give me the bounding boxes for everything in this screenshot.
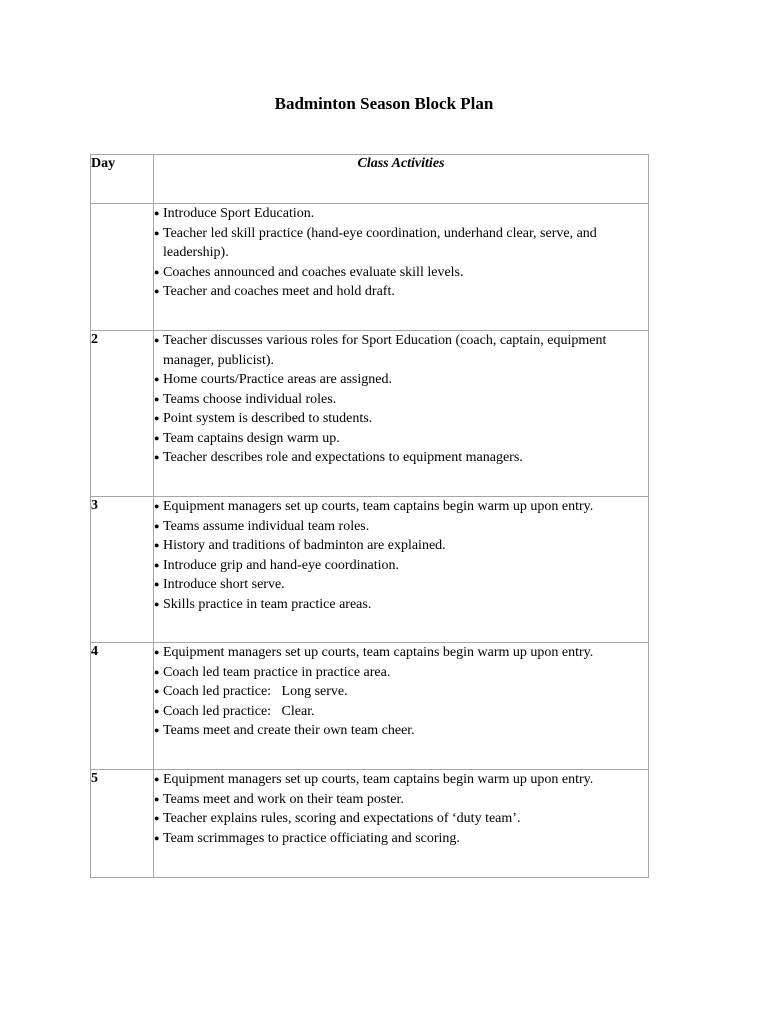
activities-cell <box>154 331 649 497</box>
activity-list <box>154 770 648 848</box>
activity-text: Teacher led skill practice (hand-eye coordination, underhand clear, serve, and leadership). <box>163 225 597 260</box>
activity-text: Teams choose individual roles. <box>163 391 337 407</box>
activity-text: Home courts/Practice areas are assigned. <box>163 372 392 387</box>
list-item <box>154 643 648 663</box>
bullet-icon: ● <box>154 227 160 238</box>
day-cell: 5 <box>91 770 154 878</box>
day-cell: 2 <box>91 331 154 497</box>
activity-text: Teams meet and create their own team cheer. <box>163 723 415 738</box>
activity-text: Point system is described to students. <box>163 411 373 426</box>
activity-text: Teacher and coaches meet and hold draft. <box>163 284 395 299</box>
activity-text: Team scrimmages to practice officiating and scoring. <box>163 830 460 846</box>
bullet-icon: ● <box>154 793 160 804</box>
list-item <box>154 721 648 741</box>
bullet-icon: ● <box>154 598 160 609</box>
activity-text: Teacher describes role and expectations to equipment managers. <box>163 450 523 465</box>
activity-text: Skills practice in team practice areas. <box>163 596 372 612</box>
bullet-icon: ● <box>154 335 160 345</box>
list-item <box>154 575 648 595</box>
activity-text: Introduce grip and hand-eye coordination. <box>163 557 399 573</box>
list-item <box>154 556 648 576</box>
activity-text: Coach led practice: Clear. <box>163 703 315 719</box>
bullet-icon: ● <box>154 559 160 570</box>
activity-text: Coach led practice: Long serve. <box>163 684 348 699</box>
day-cell: 3 <box>91 497 154 643</box>
day-column-header: Day <box>91 155 154 204</box>
activity-text: Introduce short serve. <box>163 577 285 592</box>
list-item <box>154 497 648 517</box>
list-item <box>154 429 648 449</box>
bullet-icon: ● <box>154 647 160 657</box>
activity-text: Introduce Sport Education. <box>163 206 315 221</box>
list-item <box>154 204 648 224</box>
bullet-icon: ● <box>154 286 160 296</box>
bullet-icon: ● <box>154 432 160 443</box>
activity-text: Coaches announced and coaches evaluate skill levels. <box>163 264 464 280</box>
bullet-icon: ● <box>154 266 160 277</box>
list-item <box>154 331 648 370</box>
activity-list <box>154 497 648 614</box>
activity-text: Teacher explains rules, scoring and expectations of ‘duty team’. <box>163 811 521 826</box>
activity-text: Coach led team practice in practice area. <box>163 664 391 680</box>
activities-cell <box>154 643 649 770</box>
bullet-icon: ● <box>154 374 160 384</box>
bullet-icon: ● <box>154 774 160 784</box>
list-item <box>154 809 648 829</box>
list-item <box>154 536 648 556</box>
page-title: Badminton Season Block Plan <box>274 94 494 113</box>
list-item <box>154 263 648 283</box>
activity-text: Teams assume individual team roles. <box>163 518 370 534</box>
activity-text: History and traditions of badminton are explained. <box>163 538 446 553</box>
list-item <box>154 224 648 263</box>
bullet-icon: ● <box>154 686 160 696</box>
activity-text: Equipment managers set up courts, team captains begin warm up upon entry. <box>163 499 594 514</box>
list-item <box>154 702 648 722</box>
table-row <box>91 331 649 497</box>
list-item <box>154 448 648 468</box>
activities-column-header: Class Activities <box>154 155 649 204</box>
day-cell: 4 <box>91 643 154 770</box>
table-row <box>91 643 649 770</box>
activity-text: Team captains design warm up. <box>163 430 340 446</box>
bullet-icon: ● <box>154 813 160 823</box>
list-item <box>154 390 648 410</box>
activity-text: Equipment managers set up courts, team captains begin warm up upon entry. <box>163 645 594 660</box>
table-header-row <box>91 155 649 204</box>
list-item <box>154 663 648 683</box>
activities-cell <box>154 204 649 331</box>
block-plan-table <box>90 154 649 878</box>
bullet-icon: ● <box>154 832 160 843</box>
bullet-icon: ● <box>154 540 160 550</box>
activity-text: Equipment managers set up courts, team captains begin warm up upon entry. <box>163 772 594 787</box>
bullet-icon: ● <box>154 725 160 735</box>
bullet-icon: ● <box>154 579 160 589</box>
day-cell <box>91 204 154 331</box>
list-item <box>154 770 648 790</box>
bullet-icon: ● <box>154 520 160 531</box>
bullet-icon: ● <box>154 393 160 404</box>
activity-list <box>154 331 648 468</box>
bullet-icon: ● <box>154 208 160 218</box>
list-item <box>154 409 648 429</box>
bullet-icon: ● <box>154 452 160 462</box>
bullet-icon: ● <box>154 705 160 716</box>
list-item <box>154 829 648 849</box>
bullet-icon: ● <box>154 501 160 511</box>
table-row <box>91 770 649 878</box>
bullet-icon: ● <box>154 413 160 423</box>
list-item <box>154 790 648 810</box>
activity-text: Teams meet and work on their team poster. <box>163 791 404 807</box>
list-item <box>154 517 648 537</box>
table-row <box>91 204 649 331</box>
activity-text: Teacher discusses various roles for Sport Education (coach, captain, equipment manager, publicist). <box>163 333 607 368</box>
bullet-icon: ● <box>154 666 160 677</box>
list-item <box>154 282 648 302</box>
list-item <box>154 682 648 702</box>
list-item <box>154 595 648 615</box>
table-row <box>91 497 649 643</box>
activities-cell <box>154 770 649 878</box>
activity-list <box>154 643 648 741</box>
activity-list <box>154 204 648 302</box>
list-item <box>154 370 648 390</box>
activities-cell <box>154 497 649 643</box>
